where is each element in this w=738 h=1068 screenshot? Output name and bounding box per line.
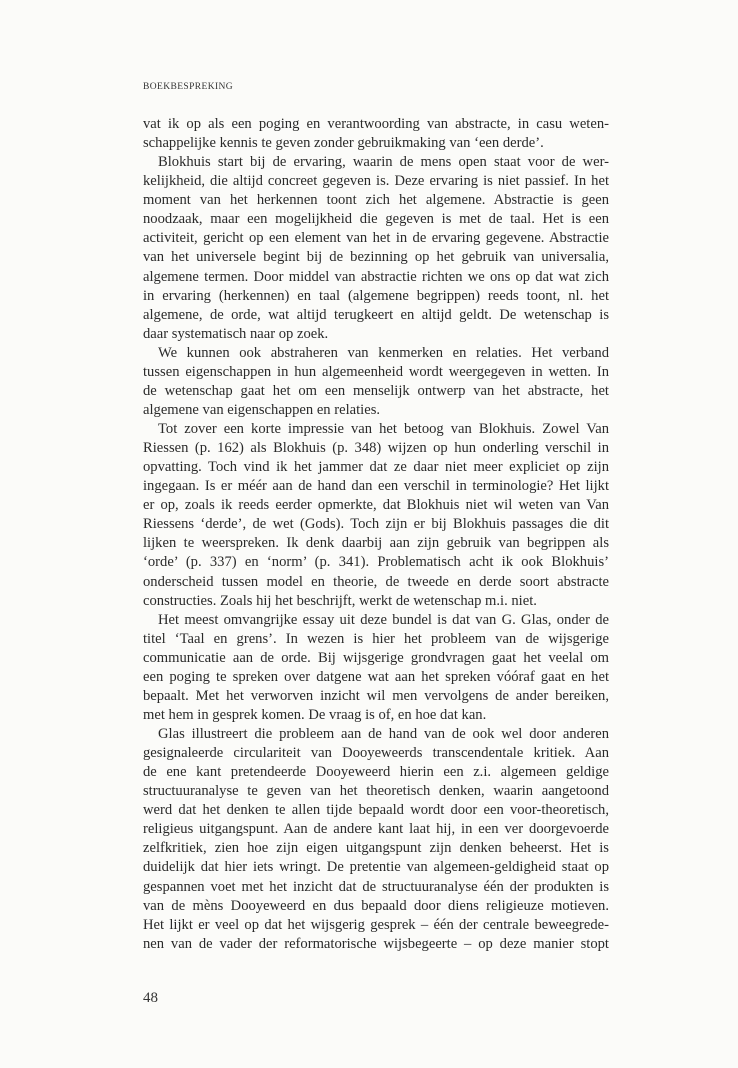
- text-line: in ervaring (herkennen) en taal (algemene begrippen) reeds toont, nl. het: [143, 287, 609, 304]
- text-line: de wetenschap gaat het om een menselijk ontwerp van het abstracte, het: [143, 382, 609, 399]
- text-line: gesignaleerde circulariteit van Dooyeweerds transcendentale kritiek. Aan: [143, 745, 609, 762]
- paragraph: [143, 344, 609, 420]
- text-line: kelijkheid, die altijd concreet gegeven is. Deze ervaring is niet passief. In het: [143, 173, 609, 190]
- paragraph: [143, 611, 609, 725]
- text-line: Het meest omvangrijke essay uit deze bundel is dat van G. Glas, onder de: [158, 611, 609, 628]
- text-line: zelfkritiek, zien hoe zijn eigen uitgangspunt zijn denken beheerst. Het is: [143, 840, 609, 857]
- text-line: daar systematisch naar op zoek.: [143, 325, 329, 342]
- running-head: BOEKBESPREKING: [143, 82, 234, 92]
- text-line: Tot zover een korte impressie van het betoog van Blokhuis. Zowel Van: [158, 421, 609, 437]
- text-line: tussen eigenschappen in hun algemeenheid wordt weergegeven in wetten. In: [143, 363, 609, 380]
- text-line: schappelijke kennis te geven zonder gebruikmaking van ‘een derde’.: [143, 135, 544, 152]
- text-line: nen van de vader der reformatorische wijsbegeerte – op deze manier stopt: [143, 935, 609, 952]
- text-line: constructies. Zoals hij het beschrijft, werkt de wetenschap m.i. niet.: [143, 592, 537, 609]
- text-line: opvatting. Toch vind ik het jammer dat ze daar niet meer expliciet op zijn: [143, 459, 609, 476]
- text-line: activiteit, gericht op een element van het in de ervaring gegevene. Abstractie: [143, 230, 609, 247]
- text-line: structuuranalyse te geven van het theoretisch denken, waarin aangetoond: [143, 783, 609, 800]
- text-line: Blokhuis start bij de ervaring, waarin de mens open staat voor de wer-: [158, 154, 609, 171]
- text-line: titel ‘Taal en grens’. In wezen is hier het probleem van de wijsgerige: [143, 630, 609, 647]
- text-line: onderscheid tussen model en theorie, de tweede en derde soort abstracte: [143, 573, 609, 590]
- text-line: vat ik op als een poging en verantwoording van abstracte, in casu weten-: [143, 116, 609, 132]
- text-line: Riessen (p. 162) als Blokhuis (p. 348) wijzen op hun onderling verschil in: [143, 440, 609, 457]
- text-line: algemene van eigenschappen en relaties.: [143, 401, 381, 418]
- text-line: lijken te weerspreken. Ik denk daarbij aan zijn gebruik van begrippen als: [143, 535, 609, 552]
- paragraph: [143, 420, 609, 611]
- text-line: ingegaan. Is er méér aan de hand dan een verschil in terminologie? Het lijkt: [143, 478, 609, 495]
- text-line: bepaalt. Met het verworven inzicht wil men vervolgens de ander bereiken,: [143, 687, 609, 704]
- text-line: gespannen voet met het inzicht dat de structuuranalyse één der produkten is: [143, 878, 609, 895]
- text-line: algemene, de orde, wat altijd terugkeert en altijd geldt. De wetenschap is: [143, 306, 609, 323]
- text-line: communicatie aan de orde. Bij wijsgerige grondvragen gaat het veelal om: [143, 649, 609, 666]
- text-line: moment van het herkennen toont zich het algemene. Abstractie is geen: [143, 192, 609, 209]
- text-line: Het lijkt er veel op dat het wijsgerig gesprek – één der centrale beweegrede-: [143, 916, 609, 933]
- text-line: Riessens ‘derde’, de wet (Gods). Toch zijn er bij Blokhuis passages die dit: [143, 516, 609, 533]
- body-text: [143, 115, 609, 954]
- text-line: van de mèns Dooyeweerd en dus bepaald door diens religieuze motieven.: [143, 897, 609, 914]
- text-line: religieus uitgangspunt. Aan de andere kant laat hij, in een ver doorgevoerde: [143, 821, 609, 838]
- text-line: een poging te spreken over datgene wat aan het spreken vóóraf gaat en het: [143, 668, 609, 685]
- text-line: de ene kant pretendeerde Dooyeweerd hierin een z.i. algemeen geldige: [143, 764, 609, 781]
- text-line: ‘orde’ (p. 337) en ‘norm’ (p. 341). Problematisch acht ik ook Blokhuis’: [143, 554, 609, 571]
- paragraph: [143, 153, 609, 344]
- text-line: van het universele begint bij de bezinning op het gebruik van universalia,: [143, 249, 609, 266]
- text-line: noodzaak, maar een mogelijkheid die gegeven is met de taal. Het is een: [143, 211, 609, 228]
- text-line: werd dat het denken te allen tijde bepaald wordt door een voor-theoretisch,: [143, 802, 609, 819]
- paragraph: [143, 115, 609, 153]
- text-line: algemene termen. Door middel van abstractie richten we ons op dat wat zich: [143, 268, 609, 285]
- text-line: duidelijk dat hier iets wringt. De pretentie van algemeen-geldigheid staat op: [143, 859, 609, 876]
- text-line: met hem in gesprek komen. De vraag is of, en hoe dat kan.: [143, 706, 487, 723]
- text-line: er op, zoals ik reeds eerder opmerkte, dat Blokhuis niet wil weten van Van: [143, 497, 609, 514]
- page-number: 48: [143, 990, 158, 1006]
- text-line: Glas illustreert die probleem aan de hand van de ook wel door anderen: [158, 726, 609, 742]
- paragraph: [143, 725, 609, 954]
- text-line: We kunnen ook abstraheren van kenmerken en relaties. Het verband: [158, 344, 609, 361]
